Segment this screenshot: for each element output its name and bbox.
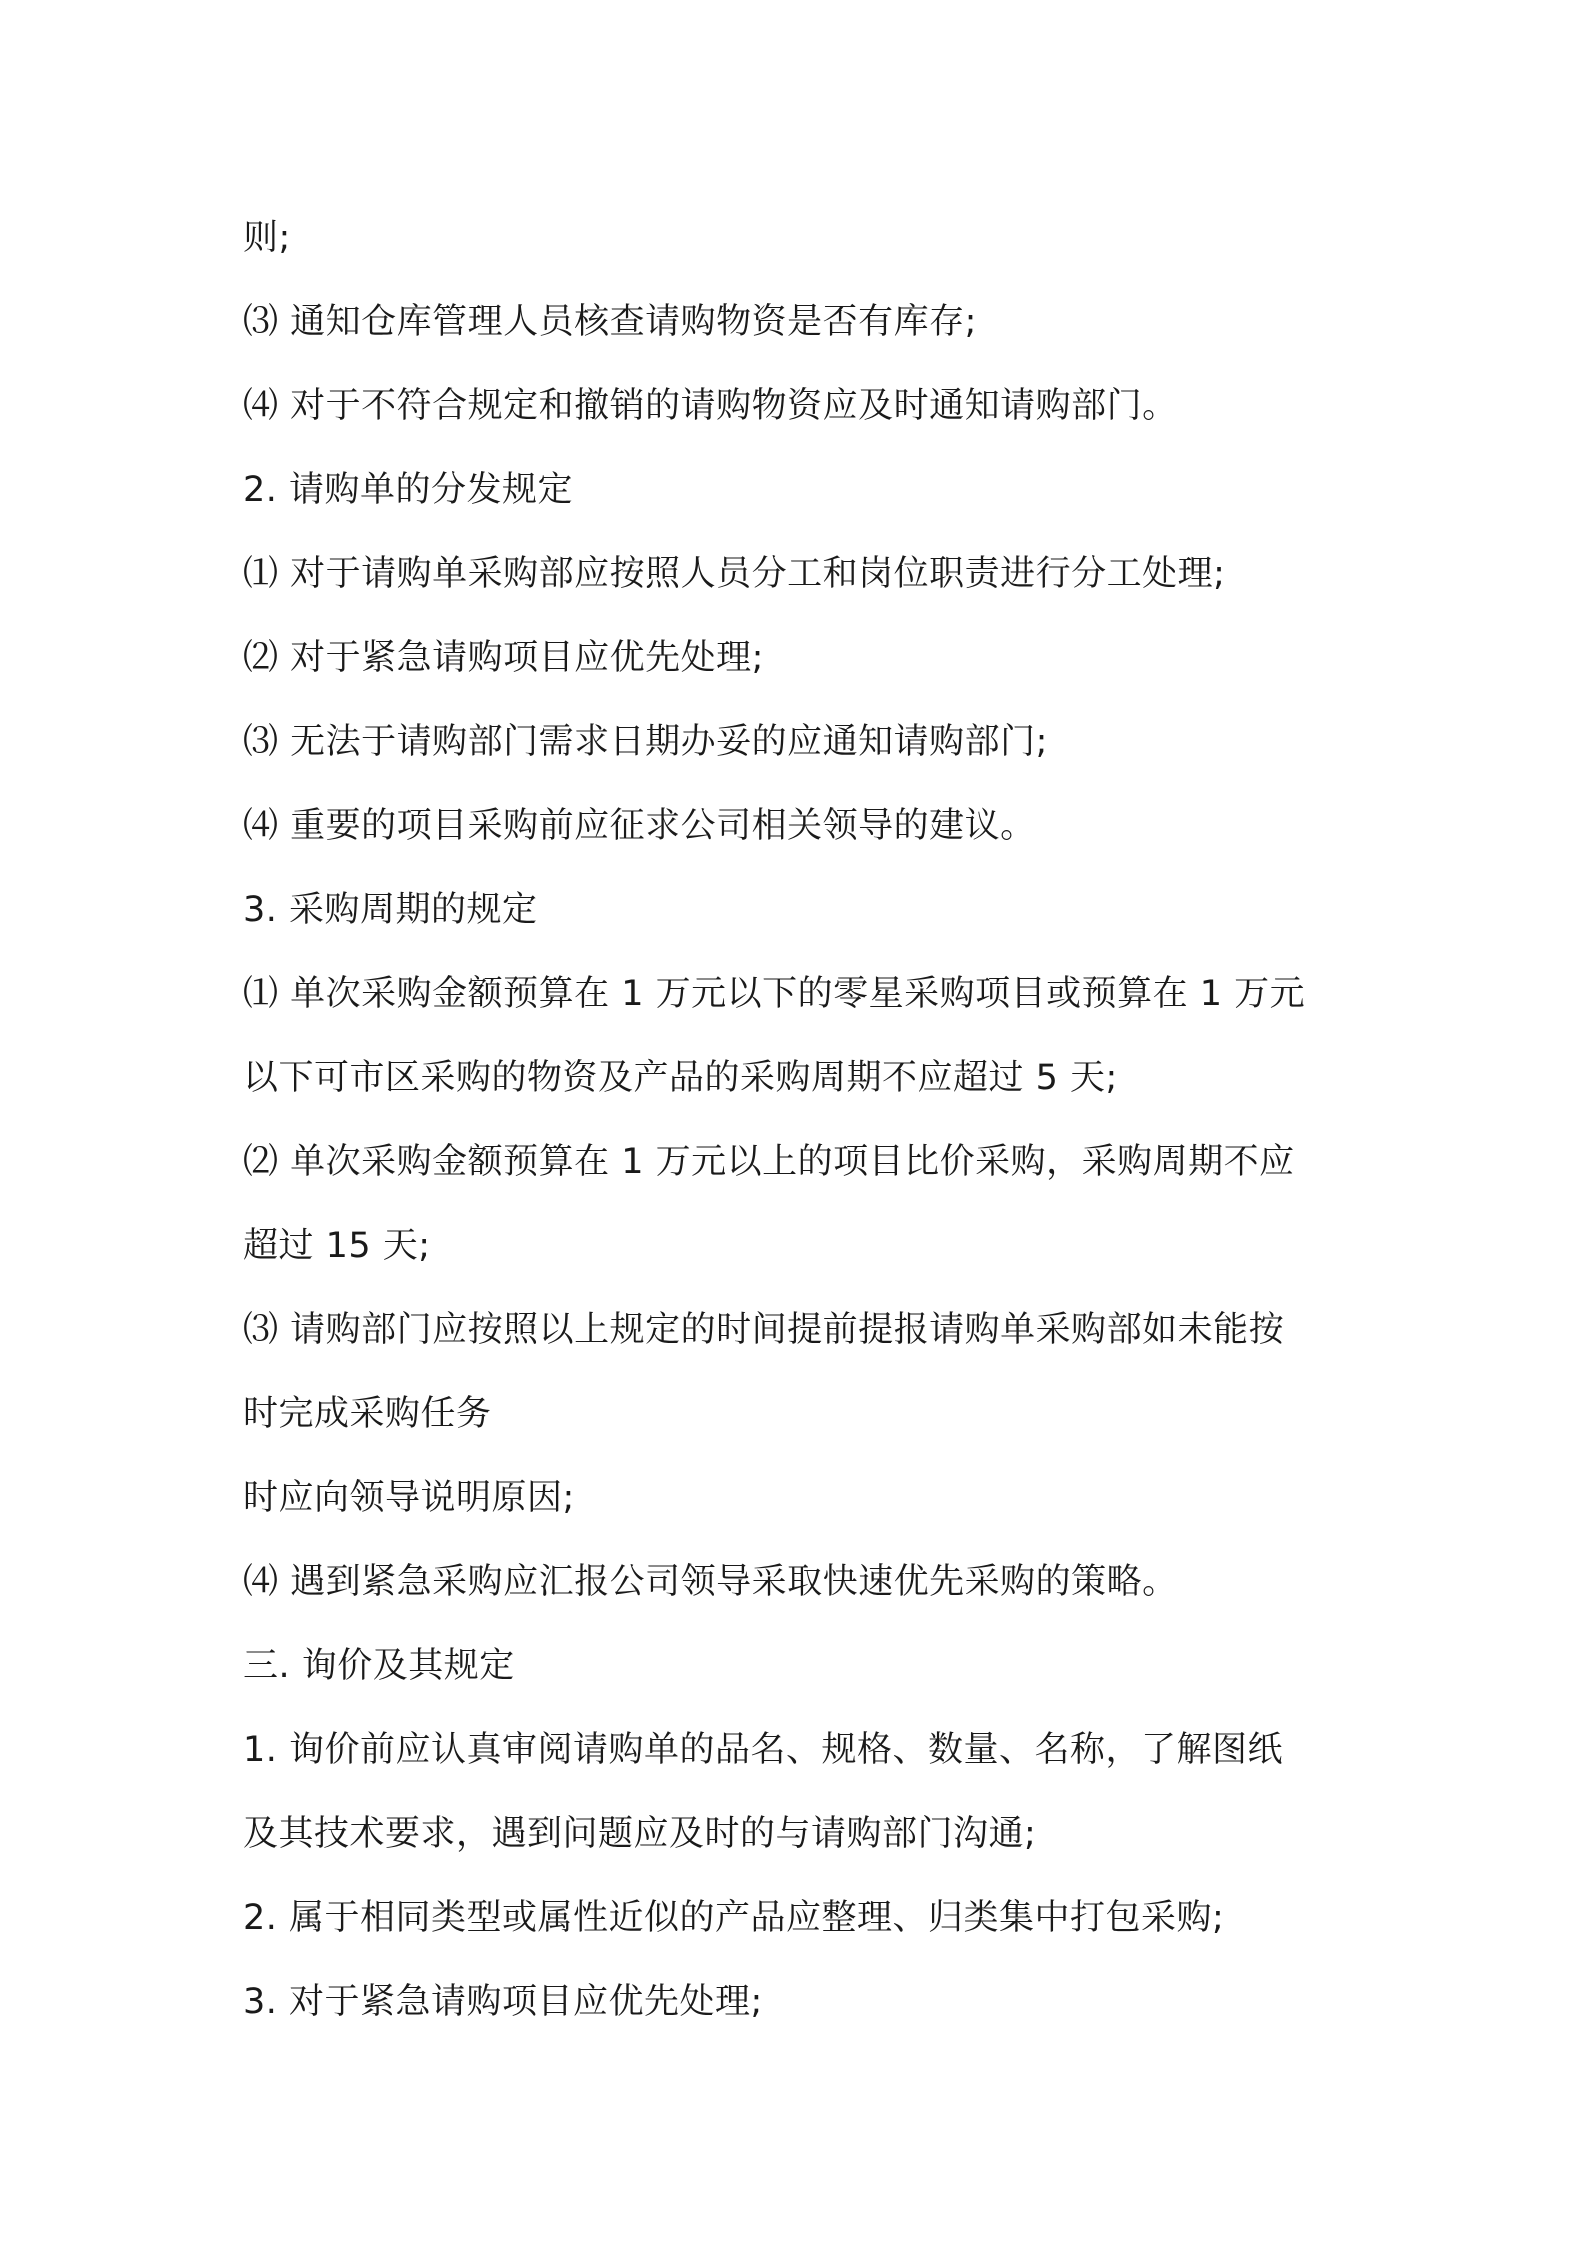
- list-item: ⑶ 请购部门应按照以上规定的时间提前提报请购单采购部如未能按: [243, 1310, 1285, 1350]
- list-item: ⑷ 重要的项目采购前应征求公司相关领导的建议。: [243, 806, 1036, 846]
- list-item: ⑶ 通知仓库管理人员核查请购物资是否有库存;: [243, 302, 977, 342]
- list-item: ⑴ 单次采购金额预算在 1 万元以下的零星采购项目或预算在 1 万元: [243, 974, 1306, 1014]
- list-item: ⑷ 对于不符合规定和撤销的请购物资应及时通知请购部门。: [243, 386, 1178, 426]
- list-item: 3. 对于紧急请购项目应优先处理;: [243, 1982, 763, 2022]
- list-item: 1. 询价前应认真审阅请购单的品名、规格、数量、名称，了解图纸: [243, 1730, 1284, 1770]
- text-line: 超过 15 天;: [243, 1226, 431, 1266]
- list-item: ⑶ 无法于请购部门需求日期办妥的应通知请购部门;: [243, 722, 1048, 762]
- text-line: 时完成采购任务: [243, 1394, 492, 1434]
- list-item: ⑷ 遇到紧急采购应汇报公司领导采取快速优先采购的策略。: [243, 1562, 1178, 1602]
- list-item: 2. 属于相同类型或属性近似的产品应整理、归类集中打包采购;: [243, 1898, 1225, 1938]
- list-item: ⑵ 单次采购金额预算在 1 万元以上的项目比价采购，采购周期不应: [243, 1142, 1295, 1182]
- section-heading: 3. 采购周期的规定: [243, 890, 538, 930]
- text-line: 及其技术要求，遇到问题应及时的与请购部门沟通;: [243, 1814, 1037, 1854]
- list-item: ⑵ 对于紧急请购项目应优先处理;: [243, 638, 764, 678]
- text-line: 以下可市区采购的物资及产品的采购周期不应超过 5 天;: [243, 1058, 1118, 1098]
- text-line: 时应向领导说明原因;: [243, 1478, 575, 1518]
- text-line: 则;: [243, 218, 291, 258]
- document-body: [243, 196, 1373, 2044]
- list-item: ⑴ 对于请购单采购部应按照人员分工和岗位职责进行分工处理;: [243, 554, 1226, 594]
- chapter-heading: 三. 询价及其规定: [243, 1646, 515, 1686]
- section-heading: 2. 请购单的分发规定: [243, 470, 574, 510]
